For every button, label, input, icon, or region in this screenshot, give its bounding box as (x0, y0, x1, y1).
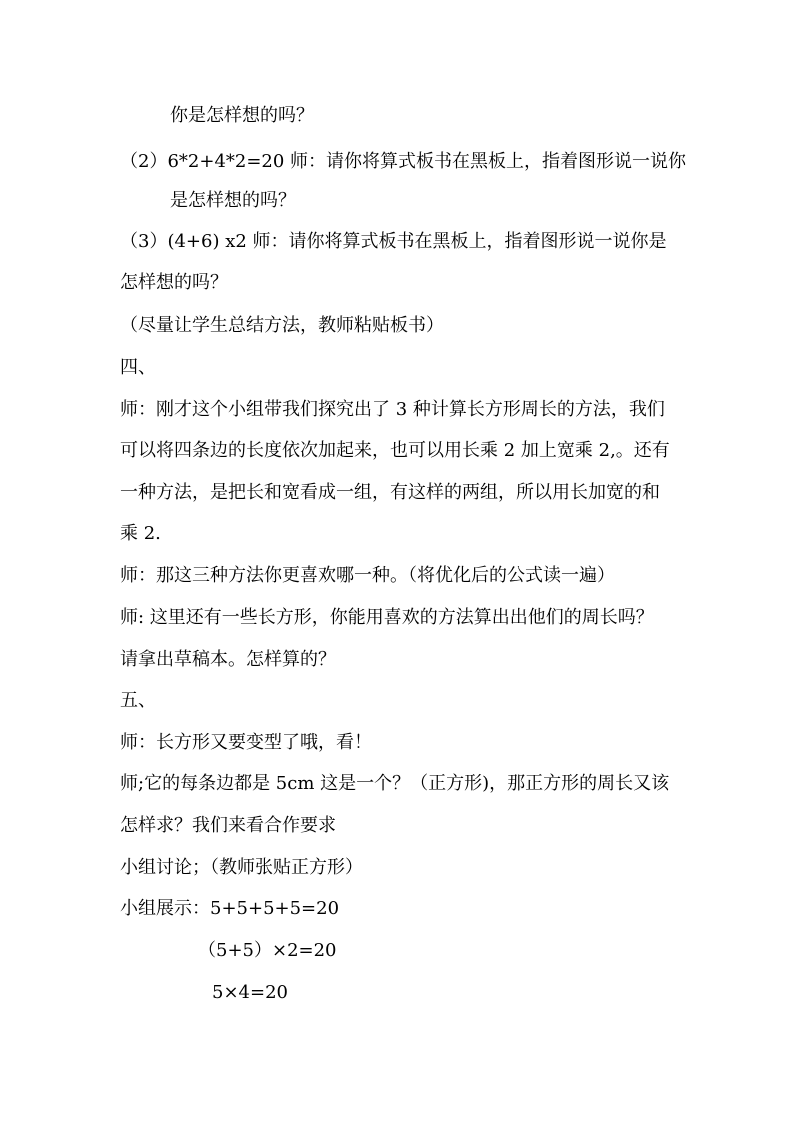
text-line-20: 小组展示：5+5+5+5=20 (120, 898, 340, 919)
text-line-19: 小组讨论；（教师张贴正方形） (120, 857, 363, 878)
text-line-18: 怎样求？我们来看合作要求 (120, 815, 336, 836)
section-heading-four: 四、 (120, 357, 156, 378)
text-line-17: 师;它的每条边都是 5cm 这是一个？（正方形)，那正方形的周长又该 (120, 773, 670, 794)
text-line-5: 怎样想的吗？ (120, 272, 228, 293)
text-line-11: 乘 2. (120, 523, 161, 544)
section-heading-five: 五、 (120, 690, 156, 711)
text-line-13: 师: 这里还有一些长方形，你能用喜欢的方法算出出他们的周长吗？ (120, 607, 654, 628)
text-line-8: 师：刚才这个小组带我们探究出了 3 种计算长方形周长的方法，我们 (120, 399, 665, 420)
text-line-4: （3）(4+6) x2 师：请你将算式板书在黑板上，指着图形说一说你是 (120, 231, 667, 252)
text-line-10: 一种方法，是把长和宽看成一组，有这样的两组，所以用长加宽的和 (120, 482, 660, 503)
text-line-3: 是怎样想的吗？ (170, 190, 296, 211)
text-line-14: 请拿出草稿本。怎样算的？ (120, 649, 336, 670)
text-line-1: 你是怎样想的吗？ (170, 105, 314, 126)
text-line-2: （2）6*2+4*2=20 师：请你将算式板书在黑板上，指着图形说一说你 (120, 151, 687, 172)
text-line-9: 可以将四条边的长度依次加起来，也可以用长乘 2 加上宽乘 2,。还有 (120, 440, 670, 461)
text-line-16: 师：长方形又要变型了哦，看！ (120, 732, 372, 753)
text-line-6: （尽量让学生总结方法，教师粘贴板书） (120, 315, 444, 336)
formula-line-1: （5+5）×2=20 (198, 940, 337, 961)
text-line-12: 师：那这三种方法你更喜欢哪一种。（将优化后的公式读一遍） (120, 565, 615, 586)
formula-line-2: 5×4=20 (212, 982, 288, 1003)
